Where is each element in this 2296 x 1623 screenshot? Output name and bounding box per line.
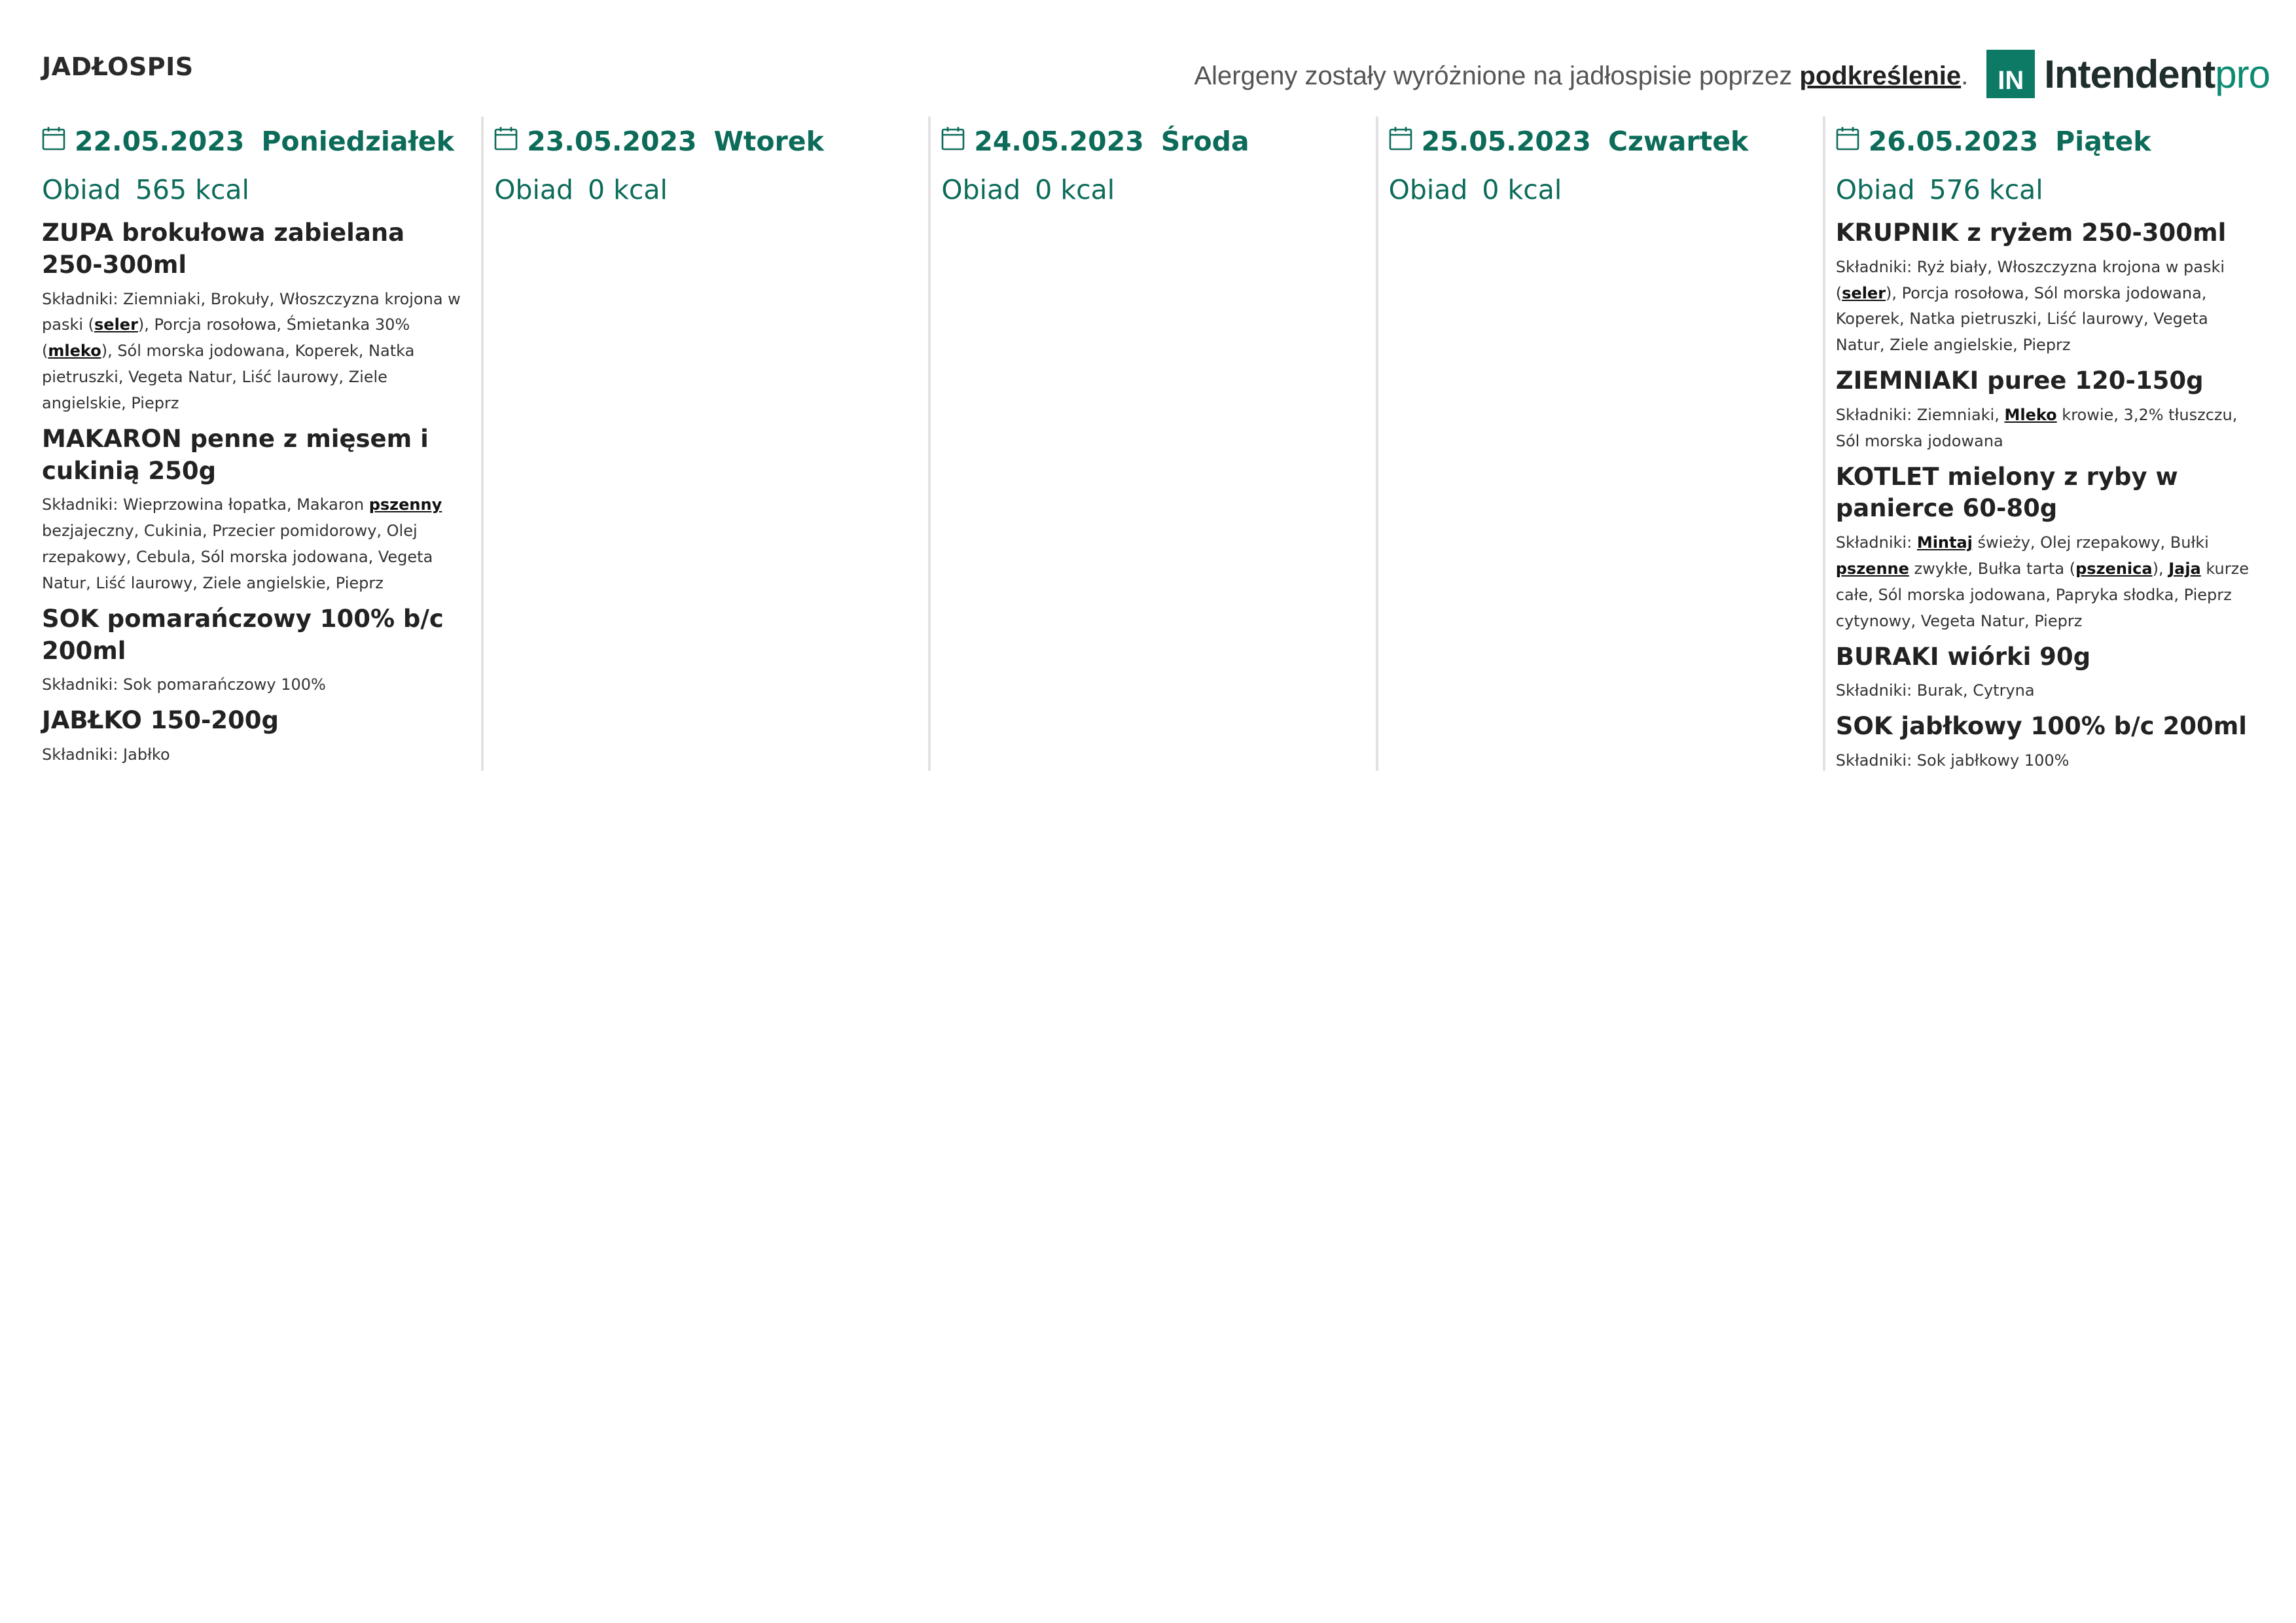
allergen-text: Mleko: [2004, 405, 2057, 424]
meal-kcal: 0 kcal: [1482, 174, 1562, 205]
day-column: [34, 116, 481, 771]
day-header: [941, 119, 1367, 164]
logo-wordmark: [2044, 52, 2270, 97]
allergen-text: mleko: [48, 342, 101, 361]
intendentpro-logo: [1986, 50, 2270, 98]
dish-ingredients: [1836, 748, 2262, 774]
dish-ingredients: [42, 742, 473, 768]
allergen-text: Mintaj: [1916, 533, 1973, 552]
logo-main: Intendent: [2044, 52, 2215, 96]
calendar-icon: [42, 126, 65, 157]
day-date: 25.05.2023: [1421, 126, 1591, 157]
day-date: 23.05.2023: [527, 126, 697, 157]
day-name: Czwartek: [1607, 126, 1749, 157]
calendar-icon: [1389, 126, 1412, 157]
dish-name: KOTLET mielony z ryby w panierce 60-80g: [1835, 462, 2178, 523]
allergen-note: [1194, 62, 1968, 91]
dish-ingredients: [1836, 402, 2262, 455]
ingredient-text: zwykłe, Bułka tarta (: [1909, 560, 2076, 579]
allergen-text: pszenny: [368, 495, 442, 514]
ingredient-text: bezjajeczny, Cukinia, Przecier pomidorowy, Olej rzepakowy, Cebula, Sól morska jodowana, Vegeta Natur, Liść laurowy, Ziele angielskie, Pieprz: [42, 522, 433, 592]
ingredient-text: kurze całe, Sól morska jodowana, Papryka słodka, Pieprz cytynowy, Vegeta Natur, Pieprz: [1835, 560, 2249, 630]
day-column: [481, 116, 928, 771]
meal-header: [941, 169, 1367, 211]
allergen-text: seler: [94, 315, 138, 334]
allergen-text: pszenne: [1835, 560, 1909, 579]
dish-name: SOK pomarańczowy 100% b/c 200ml: [42, 604, 444, 665]
allergen-text: seler: [1842, 283, 1886, 302]
meal-label: Obiad: [941, 174, 1021, 205]
day-header: [42, 119, 473, 164]
ingredient-text: Składniki: Jabłko: [42, 745, 170, 764]
dish-name: BURAKI wiórki 90g: [1835, 642, 2091, 671]
ingredient-text: Składniki: Ryż biały, Włoszczyzna krojona w paski (: [1835, 257, 2225, 302]
ingredient-text: Składniki: Wieprzowina łopatka, Makaron: [42, 495, 369, 514]
ingredient-text: świeży, Olej rzepakowy, Bułki: [1972, 533, 2209, 552]
ingredient-text: Składniki:: [1835, 533, 1917, 552]
calendar-icon: [1836, 126, 1859, 157]
meal-kcal: 565 kcal: [135, 174, 249, 205]
meal-label: Obiad: [1388, 174, 1468, 205]
day-header: [494, 119, 920, 164]
meal-kcal: 576 kcal: [1929, 174, 2043, 205]
day-header: [1836, 119, 2262, 164]
meal-header: [1389, 169, 1815, 211]
ingredient-text: Składniki: Ziemniaki, Brokuły, Włoszczyzna krojona w paski (: [42, 289, 461, 334]
ingredient-text: ), Porcja rosołowa, Sól morska jodowana, Koperek, Natka pietruszki, Liść laurowy, Vegeta Natur, Ziele angielskie, Pieprz: [1835, 283, 2208, 355]
day-name: Środa: [1160, 126, 1249, 157]
allergen-note-prefix: Alergeny zostały wyróżnione na jadłospisie poprzez: [1194, 61, 1800, 90]
day-name: Wtorek: [713, 126, 824, 157]
dish-name: SOK jabłkowy 100% b/c 200ml: [1835, 712, 2247, 741]
day-date: 24.05.2023: [974, 126, 1144, 157]
day-date: 26.05.2023: [1868, 126, 2039, 157]
meal-kcal: 0 kcal: [588, 174, 668, 205]
ingredient-text: Składniki: Sok jabłkowy 100%: [1835, 751, 2070, 770]
dish-ingredients: [1836, 255, 2262, 359]
day-header: [1389, 119, 1815, 164]
allergen-text: pszenica: [2075, 560, 2153, 579]
allergen-note-underlined: podkreślenie: [1799, 61, 1962, 90]
calendar-icon: [494, 126, 518, 157]
meal-header: [494, 169, 920, 211]
meal-label: Obiad: [42, 174, 121, 205]
day-name: Piątek: [2055, 126, 2151, 157]
dish-ingredients: [42, 287, 473, 417]
dish-name: MAKARON penne z mięsem i cukinią 250g: [42, 424, 429, 485]
header-right: [1194, 50, 2270, 98]
meal-label: Obiad: [1835, 174, 1915, 205]
day-column: [928, 116, 1375, 771]
logo-pro: pro: [2215, 52, 2270, 96]
dish-name: KRUPNIK z ryżem 250-300ml: [1835, 219, 2227, 247]
meal-header: [1836, 169, 2262, 211]
day-column: [1376, 116, 1823, 771]
ingredient-text: Składniki: Ziemniaki,: [1835, 405, 2005, 424]
dish-ingredients: [1836, 530, 2262, 634]
menu-week: [34, 116, 2270, 771]
meal-label: Obiad: [494, 174, 574, 205]
meal-kcal: 0 kcal: [1035, 174, 1115, 205]
dish-ingredients: [1836, 678, 2262, 704]
dish-ingredients: [42, 492, 473, 596]
calendar-icon: [941, 126, 965, 157]
dish-name: JABŁKO 150-200g: [42, 706, 279, 735]
ingredient-text: krowie, 3,2% tłuszczu, Sól morska jodowana: [1835, 405, 2238, 450]
ingredient-text: Składniki: Burak, Cytryna: [1835, 681, 2035, 700]
ingredient-text: ), Porcja rosołowa, Śmietanka 30% (: [42, 315, 410, 361]
allergen-note-suffix: .: [1961, 61, 1969, 90]
dish-name: ZIEMNIAKI puree 120-150g: [1835, 366, 2204, 395]
dish-name: ZUPA brokułowa zabielana 250-300ml: [42, 219, 405, 279]
day-date: 22.05.2023: [75, 126, 245, 157]
ingredient-text: Składniki: Sok pomarańczowy 100%: [42, 675, 326, 694]
ingredient-text: ), Sól morska jodowana, Koperek, Natka pietruszki, Vegeta Natur, Liść laurowy, Ziele angielskie, Pieprz: [42, 342, 415, 412]
ingredient-text: ),: [2152, 560, 2169, 579]
day-column: [1823, 116, 2270, 771]
page-title: JADŁOSPIS: [42, 52, 194, 81]
meal-header: [42, 169, 473, 211]
day-name: Poniedziałek: [261, 126, 454, 157]
allergen-text: Jaja: [2168, 560, 2201, 579]
dish-ingredients: [42, 672, 473, 698]
logo-mark: IN: [1986, 50, 2035, 98]
